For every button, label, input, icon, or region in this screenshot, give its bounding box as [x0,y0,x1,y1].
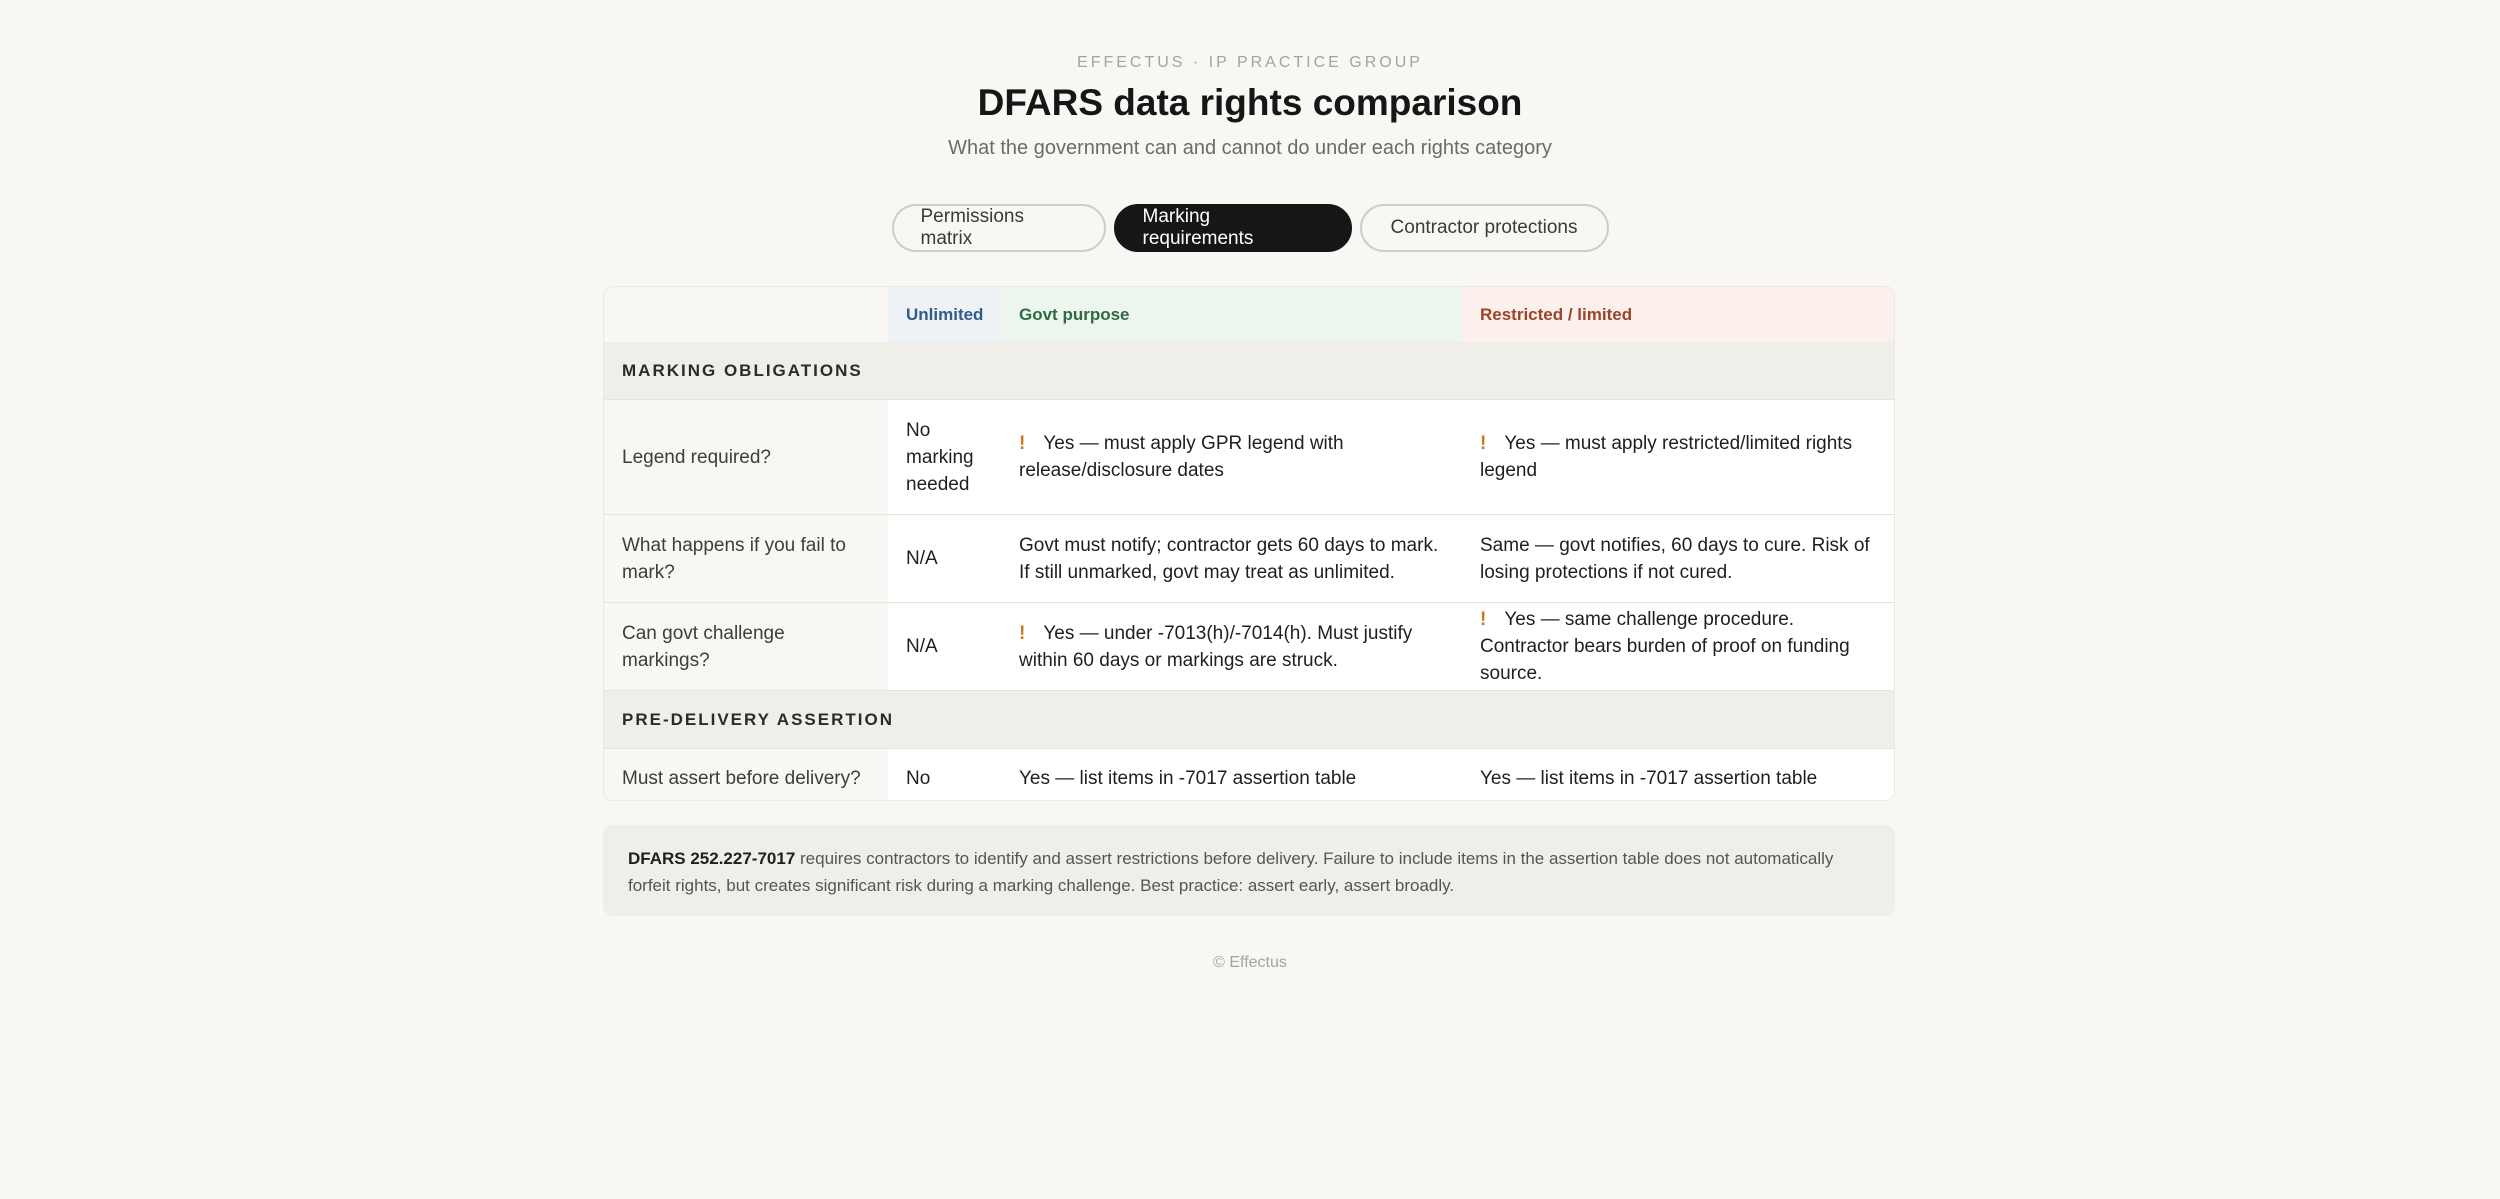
cell-govt-purpose: Govt must notify; contractor gets 60 days to mark. If still unmarked, govt may treat as unlimited. [1001,515,1462,603]
cell-restricted: Same — govt notifies, 60 days to cure. Risk of losing protections if not cured. [1462,515,1895,603]
cell-text: Yes — must apply restricted/limited rights legend [1480,433,1853,481]
eyebrow-text: EFFECTUS · IP PRACTICE GROUP [1077,54,1423,71]
cell-govt-purpose [1001,400,1462,515]
footer-copyright: © Effectus [1213,954,1287,971]
row-label: Can govt challenge markings? [604,603,888,691]
cell-restricted [1462,603,1895,691]
cell-restricted [1462,400,1895,515]
section-row [604,342,1895,400]
note-text: requires contractors to identify and assert restrictions before delivery. Failure to include items in the assertion table does not automatically forfeit rights, but creates significant risk during a marking challenge. Best practice: assert early, assert broadly. [628,849,1834,895]
cell-unlimited: N/A [888,603,1001,691]
cell-text: Yes — must apply GPR legend with release/disclosure dates [1019,433,1344,481]
row-label: Legend required? [604,400,888,515]
note-citation: DFARS 252.227-7017 [628,849,796,868]
header-corner [604,287,888,342]
header-restricted-limited: Restricted / limited [1462,287,1895,342]
warning-icon: ! [1480,433,1487,454]
cell-restricted: Yes — list items in -7017 assertion table [1462,749,1895,802]
info-note [603,825,1895,916]
section-title: PRE-DELIVERY ASSERTION [604,691,1895,749]
section-row [604,691,1895,749]
cell-text: Yes — same challenge procedure. Contractor bears burden of proof on funding source. [1480,609,1850,684]
table-header-row [604,287,1895,342]
tab-permissions-matrix[interactable]: Permissions matrix [892,204,1106,252]
cell-text: Yes — under -7013(h)/-7014(h). Must justify within 60 days or markings are struck. [1019,622,1413,671]
warning-icon: ! [1480,609,1487,630]
header-govt-purpose: Govt purpose [1001,287,1462,342]
cell-unlimited: No [888,749,1001,802]
warning-icon: ! [1019,433,1026,454]
page-title: DFARS data rights comparison [977,82,1523,123]
tab-bar [0,204,2500,252]
header-unlimited: Unlimited [888,287,1001,342]
cell-unlimited: N/A [888,515,1001,603]
table-row [604,400,1895,515]
cell-govt-purpose [1001,603,1462,691]
cell-unlimited: No marking needed [888,400,1001,515]
tab-contractor-protections[interactable]: Contractor protections [1360,204,1609,252]
tab-marking-requirements[interactable]: Marking requirements [1114,204,1352,252]
row-label: What happens if you fail to mark? [604,515,888,603]
table-row [604,603,1895,691]
table-row [604,515,1895,603]
section-title: MARKING OBLIGATIONS [604,342,1895,400]
row-label: Must assert before delivery? [604,749,888,802]
cell-govt-purpose: Yes — list items in -7017 assertion table [1001,749,1462,802]
comparison-table [603,286,1895,801]
warning-icon: ! [1019,622,1026,644]
table-row [604,749,1895,802]
page-subtitle: What the government can and cannot do under each rights category [948,137,1552,159]
